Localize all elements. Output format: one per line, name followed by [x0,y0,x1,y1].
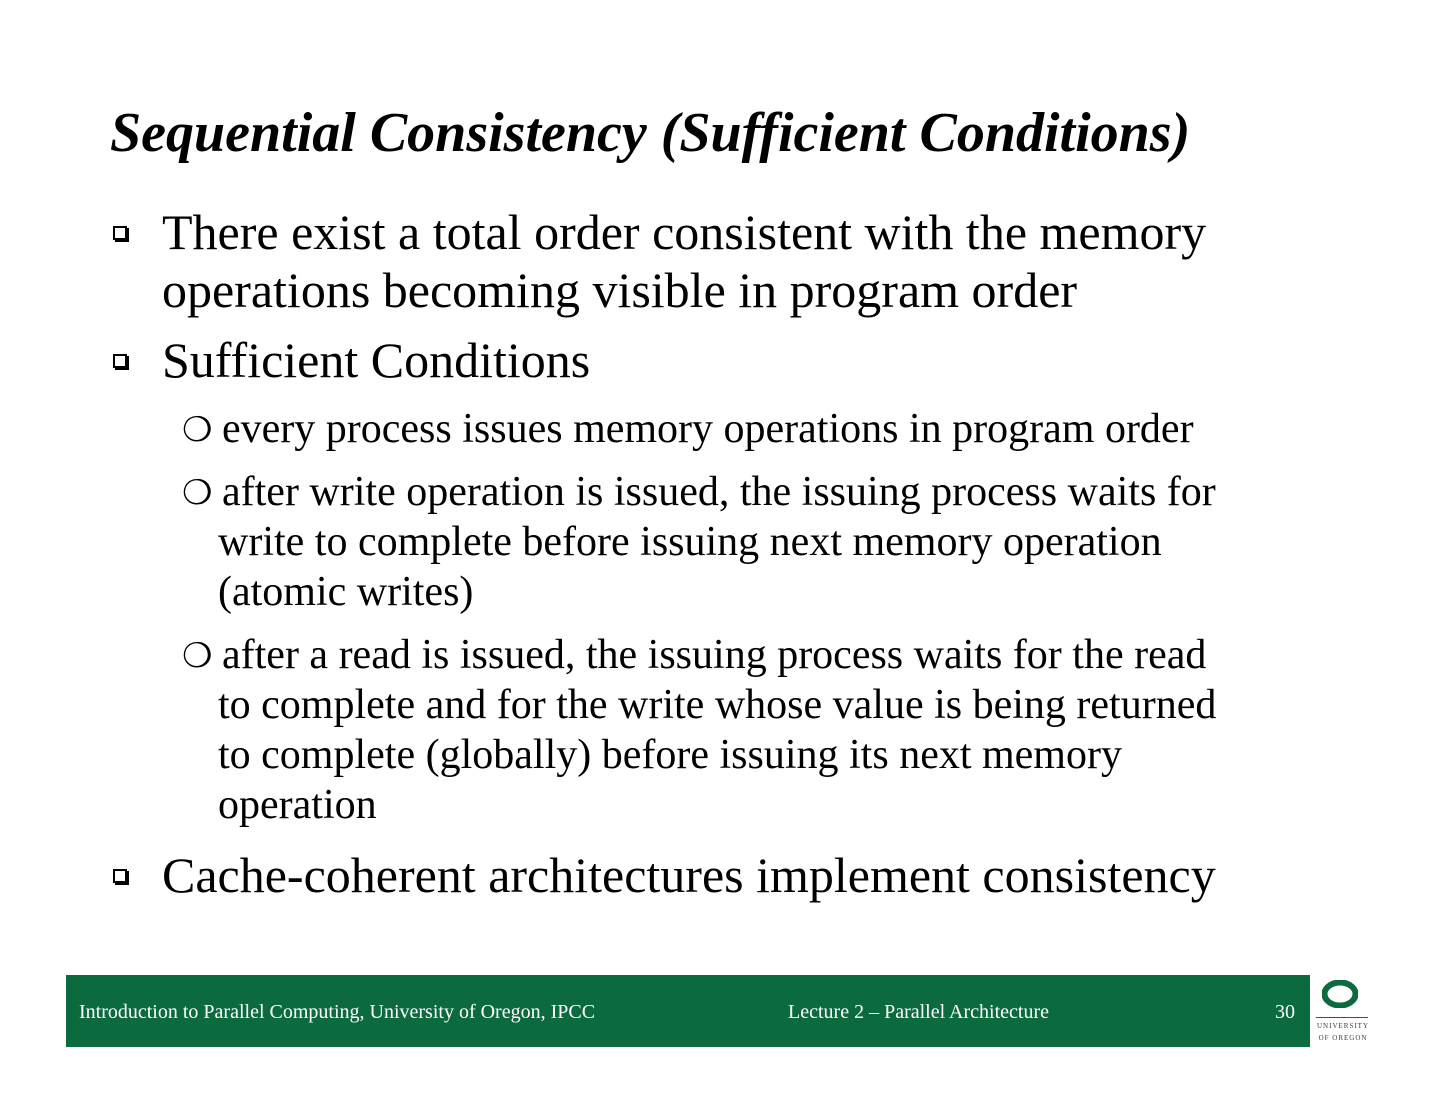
square-bullet-icon [113,226,127,240]
footer-course: Introduction to Parallel Computing, University of Oregon, IPCC [79,1001,596,1023]
logo-divider [1316,1017,1368,1018]
footer-lecture: Lecture 2 – Parallel Architecture [788,1001,1049,1023]
oregon-o-icon [1322,980,1358,1008]
sub-bullet-line: (atomic writes) [218,569,474,615]
circle-bullet-icon: ❍ [182,412,213,449]
sub-bullet-program-order [182,404,1194,454]
footer-page-number: 30 [1275,1001,1295,1023]
square-bullet-icon [113,869,127,883]
bullet-line: Cache-coherent architectures implement consistency [162,847,1216,903]
slide-footer [66,975,1310,1047]
university-logo [1310,975,1376,1047]
slide-title: Sequential Consistency (Sufficient Conditions) [110,102,1191,164]
square-bullet-icon [113,354,127,368]
sub-bullet-read-completion [182,630,1216,830]
sub-bullet-line: to complete and for the write whose value is being returned [218,682,1217,728]
sub-bullet-line: every process issues memory operations in program order [222,406,1194,452]
sub-bullet-line: to complete (globally) before issuing its next memory [218,732,1122,778]
circle-bullet-icon: ❍ [182,475,213,512]
sub-bullet-line: after write operation is issued, the issuing process waits for [222,469,1216,515]
bullet-sufficient-conditions [113,331,590,389]
bullet-cache-coherent [113,846,1216,904]
sub-bullet-line: after a read is issued, the issuing process waits for the read [222,632,1207,678]
logo-text-university: UNIVERSITY [1317,1022,1369,1030]
sub-bullet-line: write to complete before issuing next memory operation [218,519,1162,565]
sub-bullet-line: operation [218,782,377,828]
bullet-line: There exist a total order consistent with the memory [162,204,1207,260]
circle-bullet-icon: ❍ [182,638,213,675]
sub-bullet-atomic-writes [182,467,1216,617]
bullet-total-order [113,203,1206,319]
logo-text-of-oregon: OF OREGON [1318,1034,1368,1042]
bullet-line: operations becoming visible in program order [162,262,1078,318]
bullet-line: Sufficient Conditions [162,332,591,388]
